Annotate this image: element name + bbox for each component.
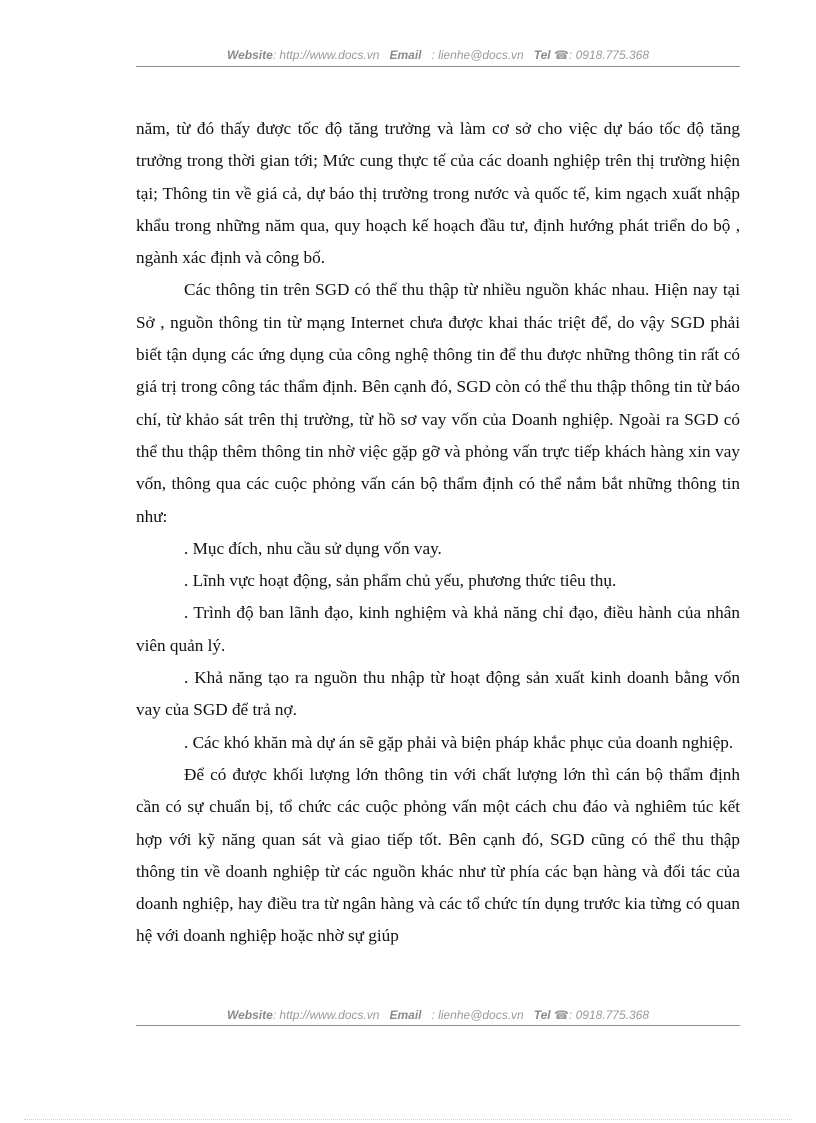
footer-tel-label: Tel <box>533 1008 551 1022</box>
phone-icon: ☎ <box>553 48 569 62</box>
list-item-income: . Khả năng tạo ra nguồn thu nhập từ hoạt động sản xuất kinh doanh bằng vốn vay của SGD để trả nợ. <box>136 668 740 720</box>
footer-divider <box>136 1025 740 1026</box>
footer-website-url[interactable]: : http://www.docs.vn <box>272 1008 380 1022</box>
tel-number: : 0918.775.368 <box>568 48 650 62</box>
tel-label: Tel <box>533 48 551 62</box>
footer-email-address[interactable]: : lienhe@docs.vn <box>431 1008 524 1022</box>
website-label: Website <box>226 48 273 62</box>
page-header <box>136 47 740 63</box>
email-address[interactable]: : lienhe@docs.vn <box>431 48 524 62</box>
footer-website-label: Website <box>226 1008 273 1022</box>
footer-tel-number: : 0918.775.368 <box>568 1008 650 1022</box>
footer-phone-icon: ☎ <box>553 1008 569 1022</box>
email-label: Email <box>389 48 422 62</box>
list-item-field: . Lĩnh vực hoạt động, sản phẩm chủ yếu, phương thức tiêu thụ. <box>184 571 617 591</box>
header-divider <box>136 66 740 67</box>
paragraph-continuation: năm, từ đó thấy được tốc độ tăng trưởng và làm cơ sở cho việc dự báo tốc độ tăng trưởng trong thời gian tới; Mức cung thực tế của các doanh nghiệp trên thị trường hiện tại; Thông tin về giá cả, dự báo thị trường trong nước và quốc tế, kim ngạch xuất nhập khẩu trong những năm qua, quy hoạch kế hoạch đầu tư, định hướng phát triển do bộ , ngành xác định và công bố. <box>136 119 740 268</box>
document-body <box>136 113 740 953</box>
paragraph-preparation: Để có được khối lượng lớn thông tin với chất lượng lớn thì cán bộ thẩm định cần có sự chuẩn bị, tổ chức các cuộc phỏng vấn một cách chu đáo và nghiêm túc kết hợp với kỹ năng quan sát và giao tiếp tốt. Bên cạnh đó, SGD cũng có thể thu thập thông tin về doanh nghiệp từ các nguồn khác như từ phía các bạn hàng và đối tác của doanh nghiệp, hay điều tra từ ngân hàng và các tổ chức tín dụng trước kia từng có quan hệ với doanh nghiệp hoặc nhờ sự giúp <box>136 764 740 946</box>
paragraph-sources: Các thông tin trên SGD có thể thu thập từ nhiều nguồn khác nhau. Hiện nay tại Sở , nguồn thông tin từ mạng Internet chưa được khai thác triệt để, do vậy SGD phải biết tận dụng các ứng dụng của công nghệ thông tin để thu được những thông tin rất có giá trị trong công tác thẩm định. Bên cạnh đó, SGD còn có thể thu thập thông tin từ báo chí, từ khảo sát trên thị trường, từ hồ sơ vay vốn của Doanh nghiệp. Ngoài ra SGD có thể thu thập thêm thông tin nhờ việc gặp gỡ và phỏng vấn trực tiếp khách hàng xin vay vốn, thông qua các cuộc phỏng vấn cán bộ thẩm định có thể nắm bắt những thông tin như: <box>136 280 740 526</box>
footer-email-label: Email <box>389 1008 422 1022</box>
list-item-purpose: . Mục đích, nhu cầu sử dụng vốn vay. <box>184 538 442 558</box>
page-bottom-edge <box>24 1119 792 1120</box>
page-footer <box>136 1007 740 1023</box>
website-url[interactable]: : http://www.docs.vn <box>272 48 380 62</box>
list-item-difficulties: . Các khó khăn mà dự án sẽ gặp phải và biện pháp khắc phục của doanh nghiệp. <box>184 732 734 752</box>
list-item-leadership: . Trình độ ban lãnh đạo, kinh nghiệm và khả năng chỉ đạo, điều hành của nhân viên quản lý. <box>136 603 740 655</box>
